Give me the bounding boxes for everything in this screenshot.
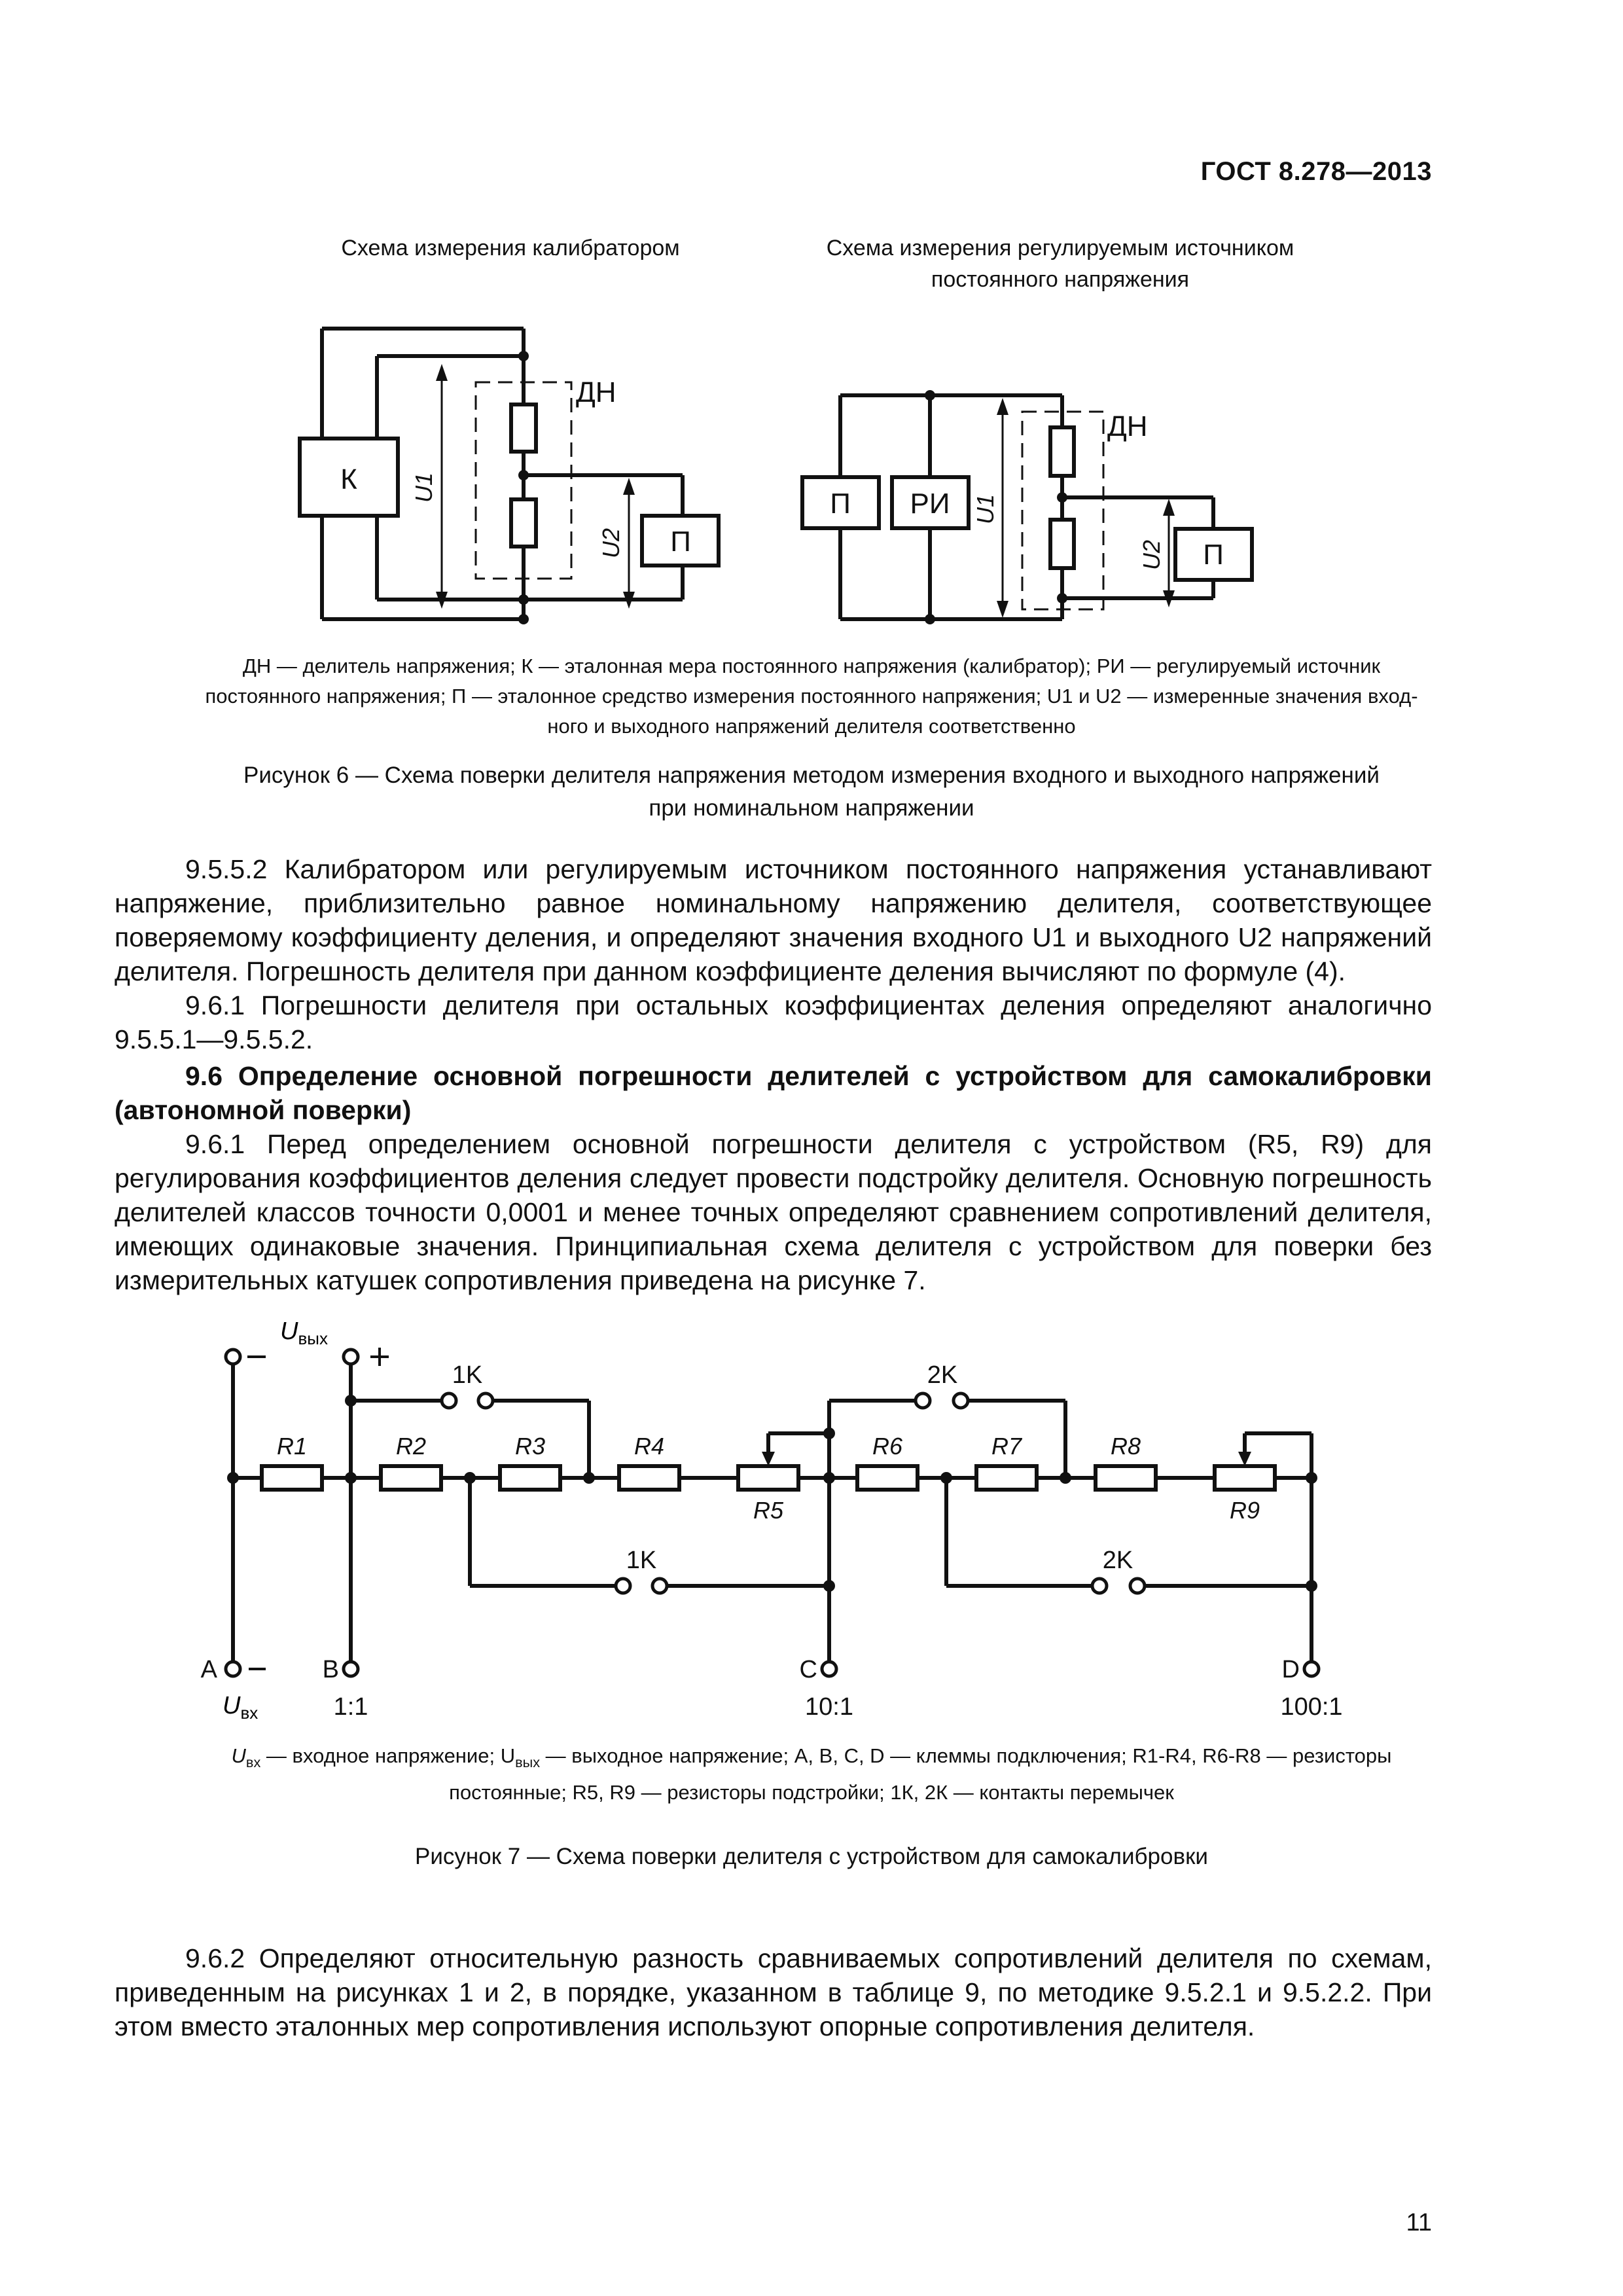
fig7-caption: Рисунок 7 — Схема поверки делителя с устройством для самокалибровки xyxy=(415,1844,1208,1869)
resistor-r6-label: R6 xyxy=(872,1433,903,1460)
fig6-caption xyxy=(111,759,1512,825)
terminal-b xyxy=(344,1662,358,1676)
paragraph-961a: 9.6.1 Погрешности делителя при остальных коэффициентах деления определяют аналогично 9.5.5.1—9.5.5.2. xyxy=(115,990,1432,1054)
fig6-legend xyxy=(111,651,1512,742)
contact-1k-top-label: 1K xyxy=(452,1361,483,1389)
resistor-r7-label: R7 xyxy=(991,1433,1022,1460)
body-text-top xyxy=(115,852,1432,1297)
resistor-r5-label: R5 xyxy=(753,1497,784,1524)
terminal-a-label: A xyxy=(200,1656,217,1683)
u-out-label: $U_{вых}$ xyxy=(280,1318,328,1348)
fig7-legend-line1: $U_{вх}$ — входное напряжение; $U_{вых}$ — выходное напряжение; A, B, C, D — клеммы подключения; R1-R4, R6-R8 — резисторы xyxy=(231,1744,1392,1771)
document-id: ГОСТ 8.278—2013 xyxy=(1200,157,1432,186)
fig6-caption-line1: Рисунок 6 — Схема поверки делителя напряжения методом измерения входного и выходного напряжений xyxy=(243,762,1380,788)
paragraph-9552: 9.5.5.2 Калибратором или регулируемым источником постоянного напряжения устанавливают напряжение, приблизительно равное номинальному напряжению делителя, соответствующее поверяемому коэффициенту деления, и определяют значения входного U1 и выходного U2 напряжений делителя. Погрешность делителя при данном коэффициенте деления вычисляют по формуле (4). xyxy=(115,854,1432,986)
p-label-right2: П xyxy=(1203,539,1224,571)
body-text-bottom xyxy=(115,1941,1432,2043)
u1-label-right: U1 xyxy=(972,493,999,525)
p-label-right1: П xyxy=(830,488,851,520)
p-label-left: П xyxy=(670,526,691,558)
fig6-legend-line1: ДН — делитель напряжения; К — эталонная мера постоянного напряжения (калибратор); РИ — регулируемый источник xyxy=(242,655,1381,677)
resistor-r8-label: R8 xyxy=(1110,1433,1141,1460)
terminal-c xyxy=(822,1662,836,1676)
fig6-right-title-line2: постоянного напряжения xyxy=(931,267,1190,292)
resistor-r2-label: R2 xyxy=(395,1433,427,1460)
ratio-c-label: 10:1 xyxy=(805,1693,853,1721)
paragraph-962: 9.6.2 Определяют относительную разность сравниваемых сопротивлений делителя по схемам, приведенным на рисунках 1 и 2, в порядке, указанном в таблице 9, по методике 9.5.2.1 и 9.5.2.2. При этом вместо эталонных мер сопротивления используют опорные сопротивления делителя. xyxy=(115,1943,1432,2041)
resistor-r9-label: R9 xyxy=(1229,1497,1260,1524)
terminal-d-label: D xyxy=(1281,1656,1300,1683)
u-out-plus-terminal xyxy=(344,1350,358,1364)
resistor-r3-label: R3 xyxy=(514,1433,546,1460)
fig7-legend-line2: постоянные; R5, R9 — резисторы подстройки; 1К, 2К — контакты перемычек xyxy=(449,1781,1174,1804)
terminal-a xyxy=(226,1662,240,1676)
dn-label-left: ДН xyxy=(576,376,616,408)
u1-label-left: U1 xyxy=(410,472,437,503)
ri-label: РИ xyxy=(910,488,950,520)
terminal-b-label: B xyxy=(322,1656,339,1683)
resistor-r4-label: R4 xyxy=(633,1433,665,1460)
section-heading-96: 9.6 Определение основной погрешности делителей с устройством для самокалибровки (автономной поверки) xyxy=(115,1061,1432,1125)
k-label: К xyxy=(340,463,357,495)
fig6-caption-line2: при номинальном напряжении xyxy=(649,795,974,821)
contact-2k-top-label: 2K xyxy=(927,1361,958,1389)
fig6-legend-line3: ного и выходного напряжений делителя соответственно xyxy=(547,715,1076,738)
paragraph-961b: 9.6.1 Перед определением основной погрешности делителя с устройством (R5, R9) для регулирования коэффициентов деления следует провести подстройку делителя. Основную погрешность делителей классов точности 0,0001 и менее точных определяют сравнением сопротивлений делителя, имеющих одинаковые значения. Принципиальная схема делителя с устройством для поверки без измерительных катушек сопротивления приведена на рисунке 7. xyxy=(115,1129,1432,1295)
fig7-legend xyxy=(111,1741,1512,1808)
u2-label-left: U2 xyxy=(597,528,624,559)
fig6-left-title: Схема измерения калибратором xyxy=(341,236,680,260)
u-in-label: $U_{вх}$ xyxy=(223,1692,259,1721)
fig6-legend-line2: постоянного напряжения; П — эталонное средство измерения постоянного напряжения; U1 и U2 — измеренные значения вход- xyxy=(205,685,1418,708)
dn-label-right: ДН xyxy=(1107,410,1148,442)
contact-1k-bottom-label: 1K xyxy=(626,1547,657,1574)
u2-label-right: U2 xyxy=(1138,539,1165,571)
ratio-b-label: 1:1 xyxy=(333,1693,368,1721)
terminal-c-label: C xyxy=(799,1656,817,1683)
terminal-d xyxy=(1304,1662,1319,1676)
figure6-diagram xyxy=(0,0,1623,655)
page-number: 11 xyxy=(1406,2209,1432,2236)
ratio-d-label: 100:1 xyxy=(1280,1693,1343,1721)
resistor-r1-label: R1 xyxy=(276,1433,308,1460)
u-out-minus-terminal xyxy=(226,1350,240,1364)
contact-2k-bottom-label: 2K xyxy=(1102,1547,1133,1574)
fig6-right-title-line1: Схема измерения регулируемым источником xyxy=(826,236,1294,260)
figure7-diagram xyxy=(0,1302,1623,1721)
